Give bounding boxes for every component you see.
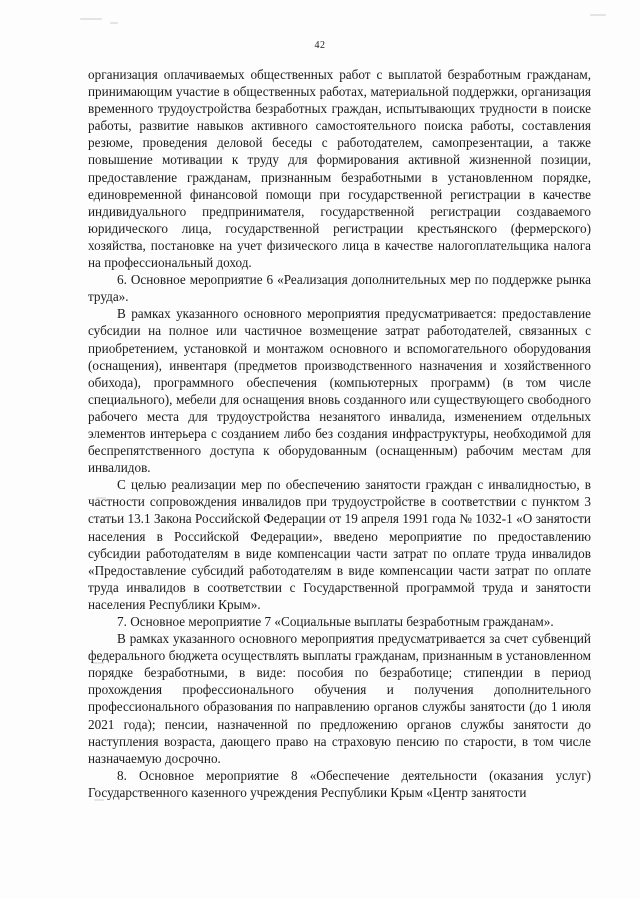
scan-artifact <box>590 14 606 16</box>
section-heading-6: 6. Основное мероприятие 6 «Реализация дополнительных мер по поддержке рынка труда». <box>88 272 591 305</box>
paragraph: В рамках указанного основного мероприятия предусматривается за счет субвенций федерального бюджета осуществлять выплаты гражданам, признанным в установленном порядке безработными, в виде: пособия по безработице; стипендии в период прохождения профессионального обучения и получения дополнительного профессионального образования по направлению органов службы занятости (до 1 июля 2021 года); пенсии, назначенной по предложению органов службы занятости до наступления возраста, дающего право на страховую пенсию по старости, в том числе назначаемую досрочно. <box>88 631 591 766</box>
section-heading-8: 8. Основное мероприятие 8 «Обеспечение деятельности (оказания услуг) Государственного казенного учреждения Республики Крым «Центр занятости <box>88 767 591 800</box>
paragraph: С целью реализации мер по обеспечению занятости граждан с инвалидностью, в частности сопровождения инвалидов при трудоустройстве в соответствии с пунктом 3 статьи 13.1 Закона Российской Федерации от 19 апреля 1991 года № 1032-1 «О занятости населения в Российской Федерации», введено мероприятие по предоставлению субсидии работодателям в виде компенсации части затрат по оплате труда инвалидов «Предоставление субсидий работодателям в виде компенсации части затрат по оплате труда инвалидов в соответствии с Государственной программой труда и занятости населения Республики Крым». <box>88 477 591 612</box>
scan-artifact <box>80 18 102 20</box>
paragraph: организация оплачиваемых общественных работ с выплатой безработным гражданам, принимающим участие в общественных работах, материальной поддержки, организация временного трудоустройства безработных граждан, испытывающих трудности в поиске работы, развитие навыков активного самостоятельного поиска работы, составления резюме, проведения деловой беседы с работодателем, самопрезентации, а также повышение мотивации к труду для формирования активной жизненной позиции, предоставление гражданам, признанным безработными в установленном порядке, единовременной финансовой помощи при государственной регистрации в качестве индивидуального предпринимателя, государственной регистрации создаваемого юридического лица, государственной регистрации крестьянского (фермерского) хозяйства, постановке на учет физического лица в качестве налогоплательщика налога на профессиональный доход. <box>88 67 591 271</box>
section-heading-7: 7. Основное мероприятие 7 «Социальные выплаты безработным гражданам». <box>117 614 554 629</box>
scan-artifact <box>110 22 118 24</box>
document-text <box>88 66 591 801</box>
paragraph: В рамках указанного основного мероприятия предусматривается: предоставление субсидии на полное или частичное возмещение затрат работодателей, связанных с приобретением, установкой и монтажом основного и вспомогательного оборудования (оснащения), инвентаря (предметов производственного назначения и хозяйственного обихода), программного обеспечения (компьютерных программ) (в том числе специального), мебели для оснащения вновь созданного или существующего свободного рабочего места для трудоустройства незанятого инвалида, изменением отдельных элементов интерьера с созданием либо без создания инфраструктуры, необходимой для беспрепятственного доступа к оборудованным (оснащенным) рабочим местам для инвалидов. <box>88 306 591 476</box>
page-number: 42 <box>314 40 326 51</box>
